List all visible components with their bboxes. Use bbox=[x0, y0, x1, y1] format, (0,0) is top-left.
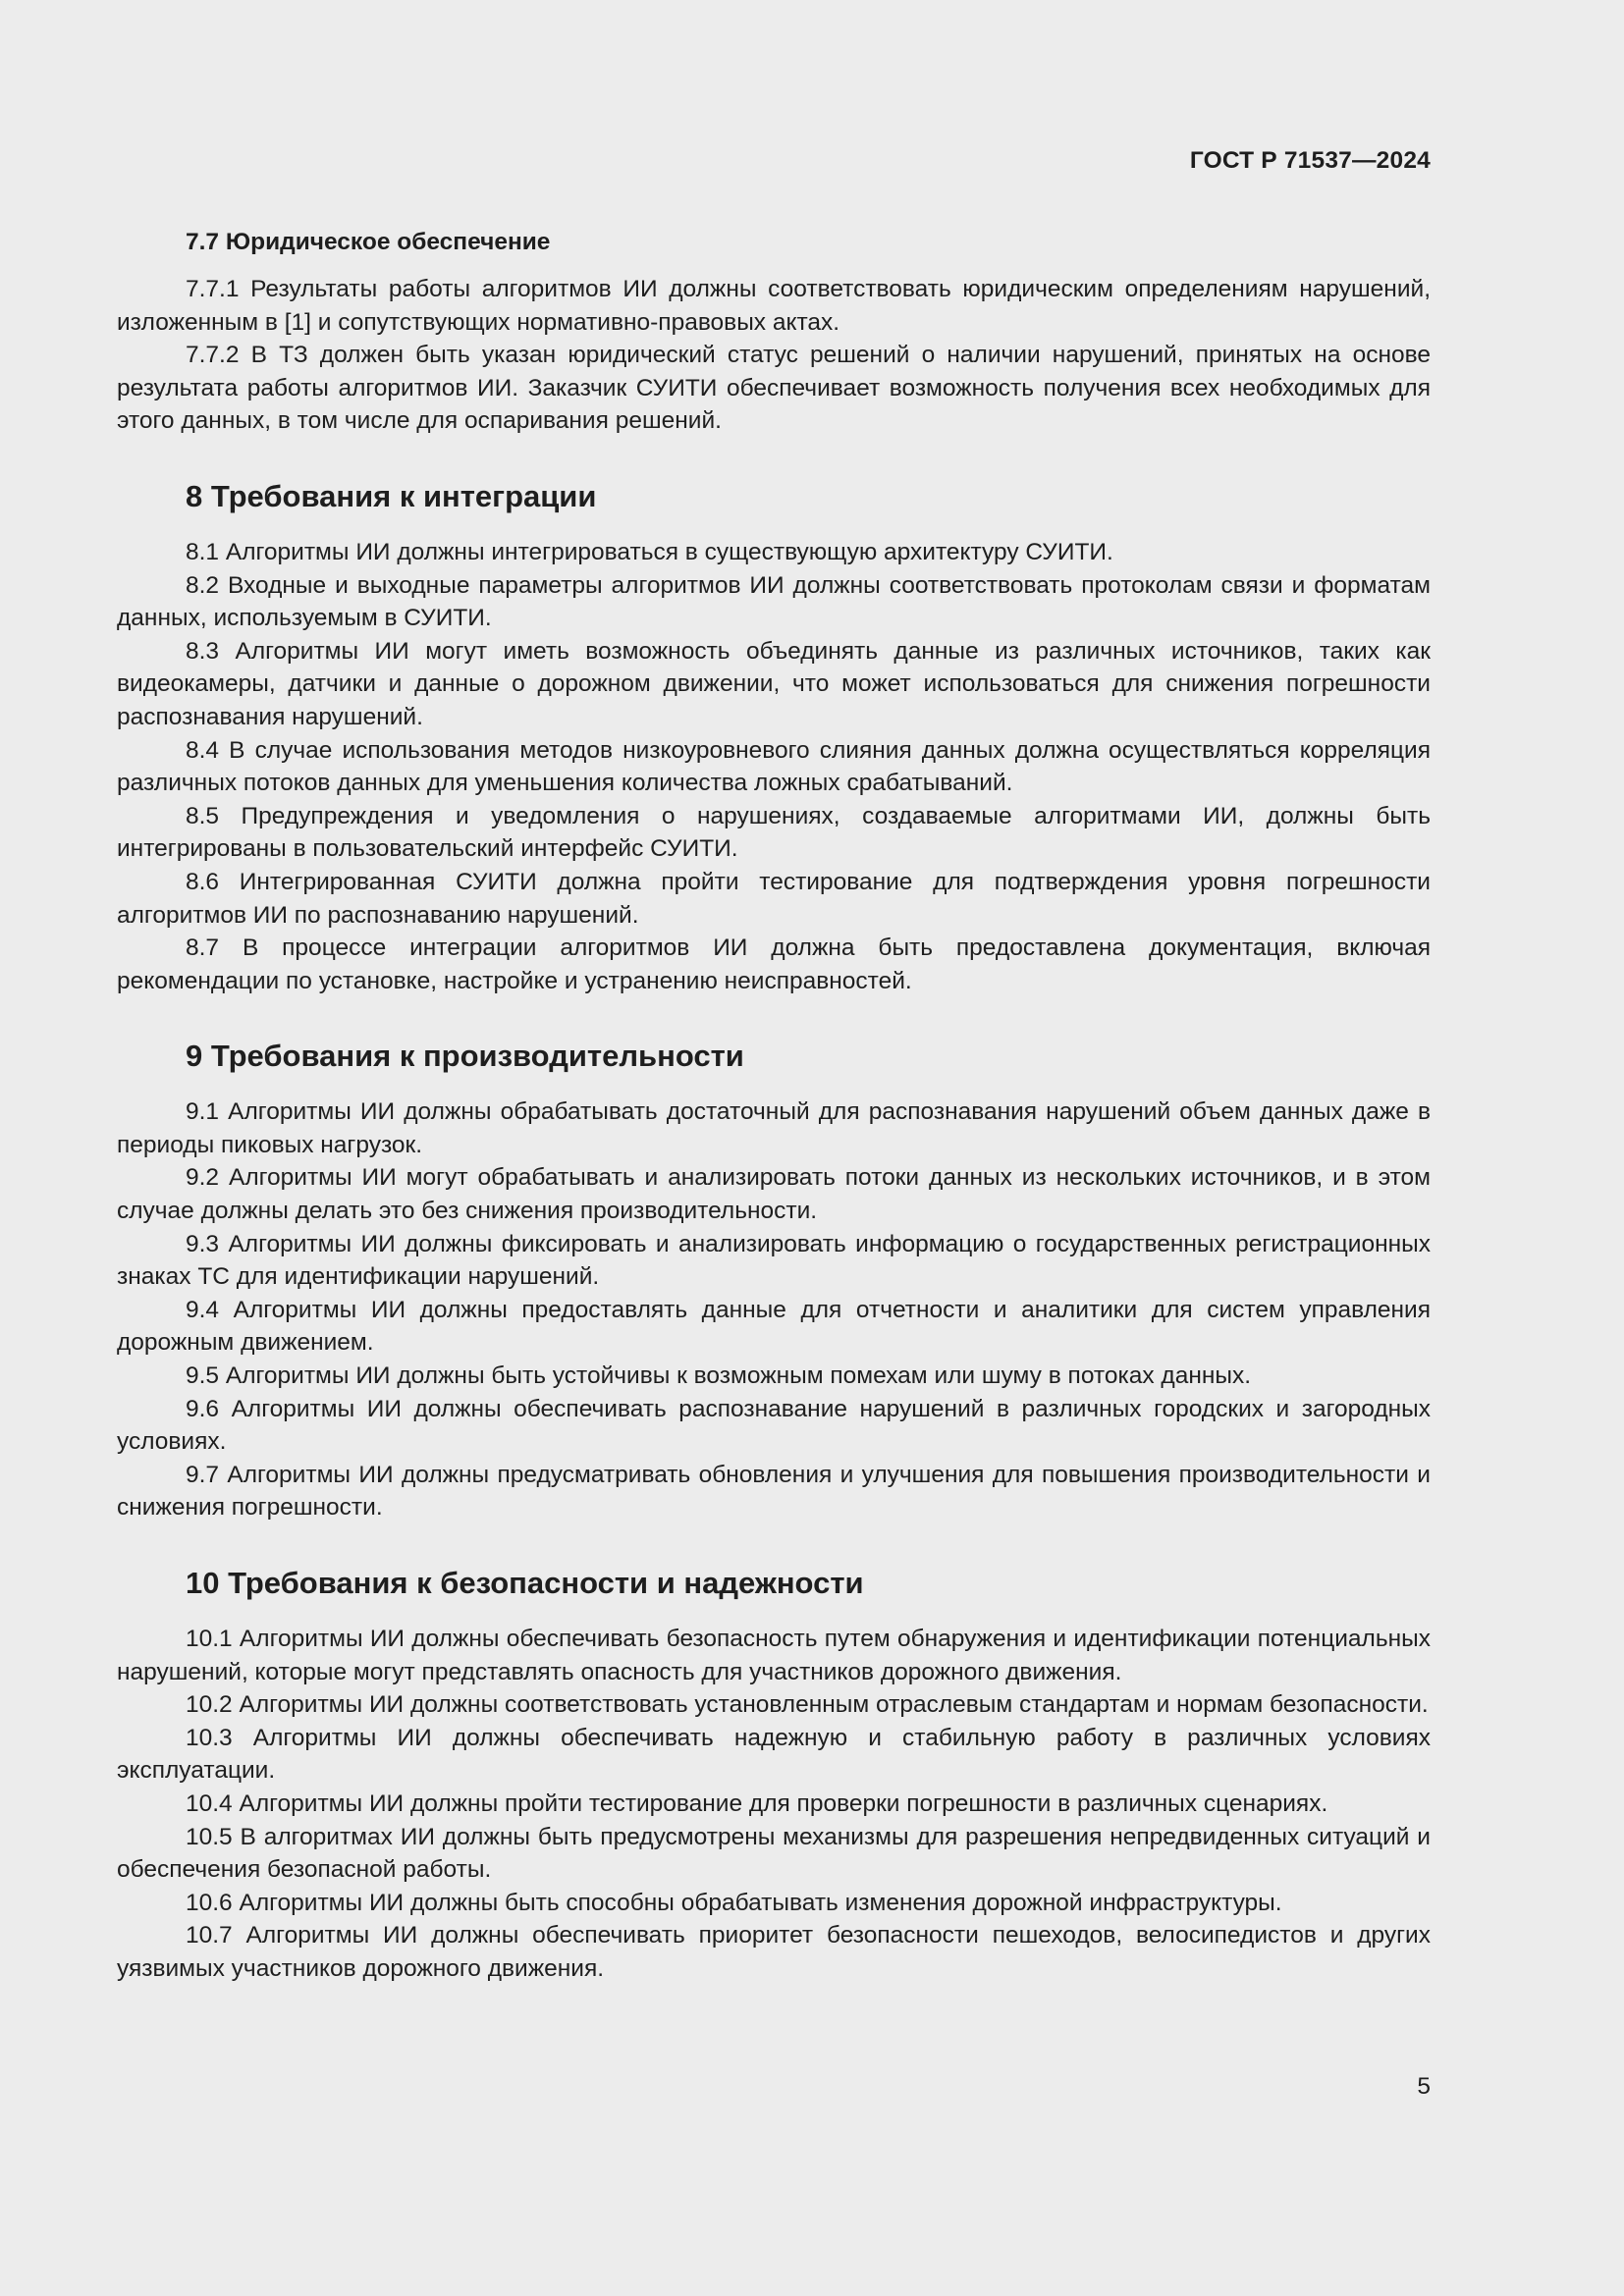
document-code: ГОСТ Р 71537—2024 bbox=[1189, 147, 1431, 174]
paragraph-8-6: 8.6 Интегрированная СУИТИ должна пройти тестирование для подтверждения уровня погрешности алгоритмов ИИ по распознаванию нарушений. bbox=[117, 868, 1431, 929]
paragraph-8-5: 8.5 Предупреждения и уведомления о нарушениях, создаваемые алгоритмами ИИ, должны быть интегрированы в пользовательский интерфейс СУИТИ. bbox=[117, 802, 1431, 863]
paragraph-10-5: 10.5 В алгоритмах ИИ должны быть предусмотрены механизмы для разрешения непредвиденных ситуаций и обеспечения безопасной работы. bbox=[117, 1823, 1431, 1884]
paragraph-8-4: 8.4 В случае использования методов низкоуровневого слияния данных должна осуществляться корреляция различных потоков данных для уменьшения количества ложных срабатываний. bbox=[117, 736, 1431, 797]
section-title: 8 Требования к интеграции bbox=[186, 478, 597, 513]
paragraph-10-6: 10.6 Алгоритмы ИИ должны быть способны обрабатывать изменения дорожной инфраструктуры. bbox=[186, 1889, 1282, 1916]
paragraph-7-7-1: 7.7.1 Результаты работы алгоритмов ИИ должны соответствовать юридическим определениям нарушений, изложенным в [1] и сопутствующих нормативно-правовых актах. bbox=[117, 276, 1431, 336]
paragraph-9-5: 9.5 Алгоритмы ИИ должны быть устойчивы к возможным помехам или шуму в потоках данных. bbox=[186, 1362, 1252, 1390]
section-8 bbox=[117, 477, 1431, 997]
paragraph-8-3: 8.3 Алгоритмы ИИ могут иметь возможность объединять данные из различных источников, таких как видеокамеры, датчики и данные о дорожном движении, что может использоваться для снижения погрешности распознавания нарушений. bbox=[117, 637, 1431, 730]
paragraph-10-7: 10.7 Алгоритмы ИИ должны обеспечивать приоритет безопасности пешеходов, велосипедистов и других уязвимых участников дорожного движения. bbox=[117, 1922, 1431, 1982]
paragraph-7-7-2: 7.7.2 В ТЗ должен быть указан юридический статус решений о наличии нарушений, принятых на основе результата работы алгоритмов ИИ. Заказчик СУИТИ обеспечивает возможность получения всех необходимых для этого данных, в том числе для оспаривания решений. bbox=[117, 342, 1431, 435]
subsection-title: 7.7 Юридическое обеспечение bbox=[186, 229, 551, 255]
paragraph-9-2: 9.2 Алгоритмы ИИ могут обрабатывать и анализировать потоки данных из нескольких источников, и в этом случае должны делать это без снижения производительности. bbox=[117, 1164, 1431, 1225]
paragraph-9-3: 9.3 Алгоритмы ИИ должны фиксировать и анализировать информацию о государственных регистрационных знаках ТС для идентификации нарушений. bbox=[117, 1230, 1431, 1291]
paragraph-10-3: 10.3 Алгоритмы ИИ должны обеспечивать надежную и стабильную работу в различных условиях эксплуатации. bbox=[117, 1724, 1431, 1785]
section-10 bbox=[117, 1564, 1431, 1986]
subsection-7-7 bbox=[117, 226, 1431, 438]
paragraph-9-4: 9.4 Алгоритмы ИИ должны предоставлять данные для отчетности и аналитики для систем управления дорожным движением. bbox=[117, 1296, 1431, 1357]
section-title: 10 Требования к безопасности и надежности bbox=[186, 1566, 864, 1600]
section-title: 9 Требования к производительности bbox=[186, 1039, 744, 1074]
paragraph-9-1: 9.1 Алгоритмы ИИ должны обрабатывать достаточный для распознавания нарушений объем данных даже в периоды пиковых нагрузок. bbox=[117, 1098, 1431, 1158]
paragraph-10-1: 10.1 Алгоритмы ИИ должны обеспечивать безопасность путем обнаружения и идентификации потенциальных нарушений, которые могут представлять опасность для участников дорожного движения. bbox=[117, 1626, 1431, 1685]
paragraph-10-4: 10.4 Алгоритмы ИИ должны пройти тестирование для проверки погрешности в различных сценариях. bbox=[186, 1789, 1328, 1817]
section-9 bbox=[117, 1037, 1431, 1524]
page-number: 5 bbox=[1417, 2073, 1431, 2100]
paragraph-9-7: 9.7 Алгоритмы ИИ должны предусматривать обновления и улучшения для повышения производительности и снижения погрешности. bbox=[117, 1461, 1431, 1522]
paragraph-9-6: 9.6 Алгоритмы ИИ должны обеспечивать распознавание нарушений в различных городских и загородных условиях. bbox=[117, 1395, 1431, 1456]
paragraph-8-2: 8.2 Входные и выходные параметры алгоритмов ИИ должны соответствовать протоколам связи и форматам данных, используемым в СУИТИ. bbox=[117, 571, 1431, 632]
document-body bbox=[117, 218, 1431, 1986]
paragraph-10-2: 10.2 Алгоритмы ИИ должны соответствовать установленным отраслевым стандартам и нормам безопасности. bbox=[186, 1691, 1429, 1719]
paragraph-8-7: 8.7 В процессе интеграции алгоритмов ИИ должна быть предоставлена документация, включая рекомендации по установке, настройке и устранению неисправностей. bbox=[117, 934, 1431, 994]
paragraph-8-1: 8.1 Алгоритмы ИИ должны интегрироваться в существующую архитектуру СУИТИ. bbox=[186, 538, 1113, 565]
